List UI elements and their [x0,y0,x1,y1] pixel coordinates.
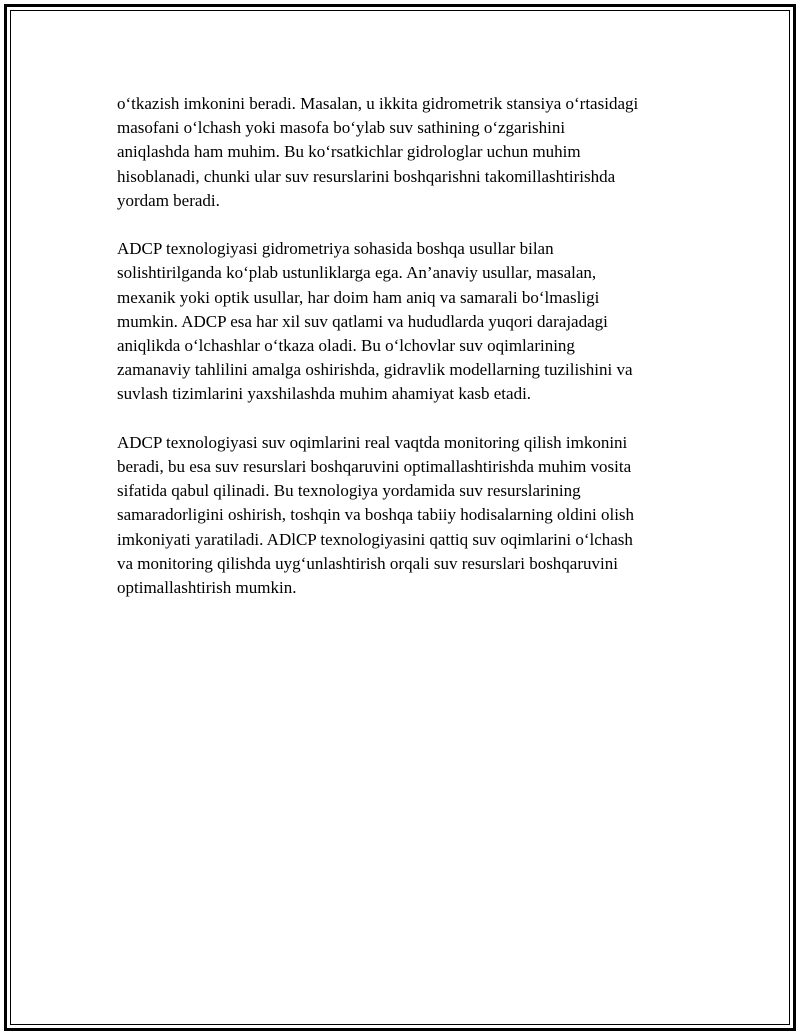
paragraph-line: va monitoring qilishda uyg‘unlashtirish orqali suv resurslari boshqaruvini [117,553,618,573]
paragraph-line: imkoniyati yaratiladi. ADlCP texnologiyasini qattiq suv oqimlarini o‘lchash [117,529,633,549]
paragraph-3 [117,431,699,600]
document-body [117,92,699,624]
paragraph-line: masofani o‘lchash yoki masofa bo‘ylab suv sathining o‘zgarishini [117,118,566,138]
paragraph-line: beradi, bu esa suv resurslari boshqaruvini optimallashtirishda muhim vosita [117,457,632,477]
paragraph-line: suvlash tizimlarini yaxshilashda muhim ahamiyat kasb etadi. [117,384,532,404]
paragraph-2 [117,237,699,406]
paragraph-line: ADCP texnologiyasi gidrometriya sohasida boshqa usullar bilan [117,239,554,259]
paragraph-1 [117,92,699,213]
paragraph-line: hisoblanadi, chunki ular suv resurslarini boshqarishni takomillashtirishda [117,166,616,186]
paragraph-line: aniqlashda ham muhim. Bu ko‘rsatkichlar gidrologlar uchun muhim [117,142,581,162]
paragraph-line: optimallashtirish mumkin. [117,578,297,598]
paragraph-line: aniqlikda o‘lchashlar o‘tkaza oladi. Bu o‘lchovlar suv oqimlarining [117,336,575,356]
paragraph-line: ADCP texnologiyasi suv oqimlarini real vaqtda monitoring qilish imkonini [117,432,628,452]
paragraph-line: o‘tkazish imkonini beradi. Masalan, u ikkita gidrometrik stansiya o‘rtasidagi [117,94,639,113]
paragraph-line: mexanik yoki optik usullar, har doim ham aniq va samarali bo‘lmasligi [117,287,600,307]
paragraph-line: samaradorligini oshirish, toshqin va boshqa tabiiy hodisalarning oldini olish [117,505,635,525]
paragraph-line: sifatida qabul qilinadi. Bu texnologiya yordamida suv resurslarining [117,481,581,501]
paragraph-line: zamanaviy tahlilini amalga oshirishda, gidravlik modellarning tuzilishini va [117,360,633,380]
paragraph-line: solishtirilganda ko‘plab ustunliklarga ega. An’anaviy usullar, masalan, [117,263,597,283]
paragraph-line: yordam beradi. [117,190,220,210]
paragraph-line: mumkin. ADCP esa har xil suv qatlami va hududlarda yuqori darajadagi [117,311,608,331]
